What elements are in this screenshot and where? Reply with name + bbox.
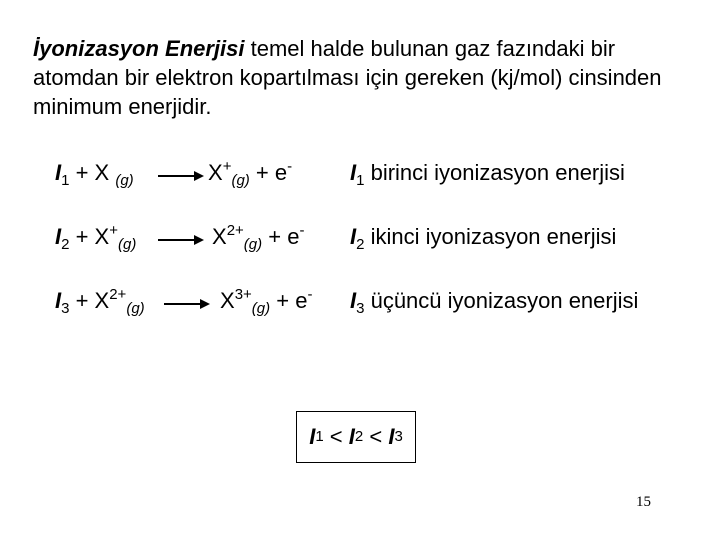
energy-subscript: 2	[356, 236, 365, 253]
equation-description	[350, 158, 625, 188]
less-than: <	[363, 424, 389, 449]
equation-row-1	[0, 158, 720, 198]
lhs-species: + X	[69, 288, 110, 313]
equation-lhs	[55, 222, 136, 252]
rhs-state: (g)	[231, 172, 250, 189]
equation-row-3	[0, 286, 720, 326]
summary-box: I 1 < I 2 < I 3	[296, 411, 416, 463]
energy-symbol: I	[309, 424, 316, 449]
rhs-species: X	[212, 224, 227, 249]
energy-symbol: I	[350, 160, 357, 185]
rhs-charge: +	[222, 158, 232, 175]
equation-description	[350, 222, 616, 252]
energy-symbol: I	[388, 424, 395, 449]
less-than: <	[323, 424, 349, 449]
description-text: ikinci iyonizasyon enerjisi	[364, 224, 617, 249]
equation-description	[350, 286, 638, 316]
equation-rhs	[208, 158, 292, 188]
lhs-charge: 2+	[109, 286, 127, 303]
equation-rhs	[212, 222, 304, 252]
electron-charge: -	[287, 158, 293, 175]
electron-charge: -	[299, 222, 305, 239]
energy-symbol: I	[55, 160, 62, 185]
intro-term: İyonizasyon Enerjisi	[33, 36, 245, 61]
energy-subscript: 1	[356, 172, 365, 189]
intro-text: temel halde bulunan gaz fazındaki bir atomdan bir elektron kopartılması için gereken (kj/mol) cinsinden minimum enerjidir.	[33, 36, 662, 119]
electron: + e	[249, 160, 288, 185]
description-text: birinci iyonizasyon enerjisi	[364, 160, 625, 185]
rhs-species: X	[208, 160, 223, 185]
energy-symbol: I	[348, 424, 355, 449]
electron-charge: -	[307, 286, 313, 303]
rhs-charge: 2+	[226, 222, 244, 239]
lhs-species: + X	[69, 224, 110, 249]
description-text: üçüncü iyonizasyon enerjisi	[364, 288, 639, 313]
lhs-charge: +	[109, 222, 118, 239]
electron: + e	[270, 288, 308, 313]
rhs-state: (g)	[243, 236, 263, 253]
right-arrow-icon	[158, 228, 204, 253]
lhs-state: (g)	[115, 172, 134, 189]
lhs-state: (g)	[126, 300, 145, 317]
equation-row-2	[0, 222, 720, 262]
rhs-state: (g)	[251, 300, 271, 317]
rhs-charge: 3+	[234, 286, 252, 303]
equation-rhs	[220, 286, 312, 316]
energy-subscript: 1	[61, 172, 70, 189]
right-arrow-icon	[164, 292, 210, 317]
intro-paragraph	[33, 34, 693, 121]
electron: + e	[262, 224, 300, 249]
energy-symbol: I	[55, 288, 62, 313]
rhs-species: X	[220, 288, 235, 313]
right-arrow-icon	[158, 164, 204, 189]
energy-subscript: 3	[356, 300, 365, 317]
lhs-species: + X	[69, 160, 116, 185]
energy-subscript: 3	[61, 300, 70, 317]
energy-symbol: I	[55, 224, 62, 249]
equation-lhs	[55, 286, 145, 316]
energy-symbol: I	[350, 224, 357, 249]
energy-symbol: I	[350, 288, 357, 313]
page-number: 15	[636, 494, 651, 510]
lhs-state: (g)	[117, 236, 137, 253]
equation-lhs	[55, 158, 134, 188]
energy-subscript: 2	[61, 236, 70, 253]
